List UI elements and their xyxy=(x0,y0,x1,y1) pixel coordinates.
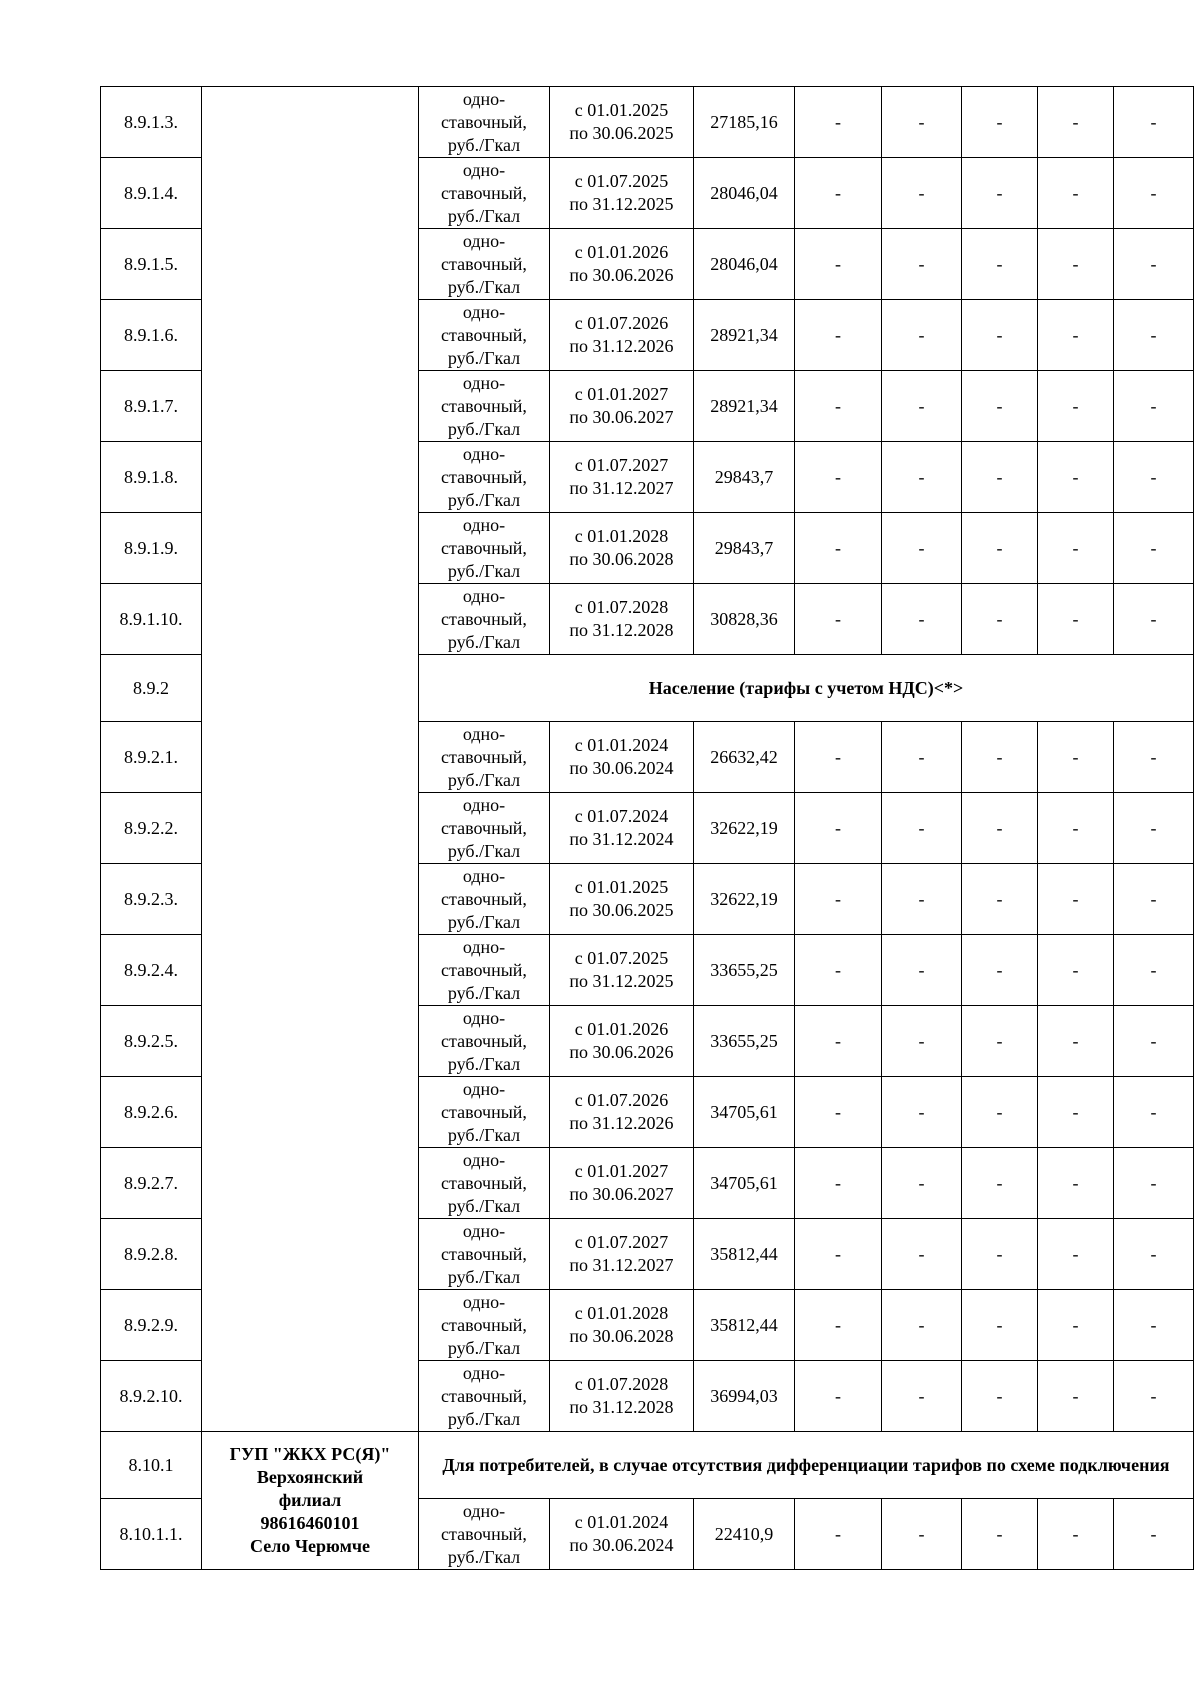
tariff-value: 34705,61 xyxy=(694,1077,795,1148)
empty-value: - xyxy=(1114,371,1194,442)
empty-value: - xyxy=(1038,442,1114,513)
empty-value: - xyxy=(795,229,882,300)
empty-value: - xyxy=(1114,722,1194,793)
rate-type: одно- ставочный, руб./Гкал xyxy=(419,1077,550,1148)
empty-value: - xyxy=(882,229,962,300)
empty-value: - xyxy=(795,1219,882,1290)
empty-value: - xyxy=(962,935,1038,1006)
empty-value: - xyxy=(1038,87,1114,158)
rate-type: одно- ставочный, руб./Гкал xyxy=(419,513,550,584)
empty-value: - xyxy=(962,1290,1038,1361)
empty-value: - xyxy=(1114,1077,1194,1148)
tariff-value: 35812,44 xyxy=(694,1219,795,1290)
row-number: 8.9.1.6. xyxy=(101,300,202,371)
row-number: 8.9.2.1. xyxy=(101,722,202,793)
rate-type: одно- ставочный, руб./Гкал xyxy=(419,442,550,513)
row-number: 8.9.1.9. xyxy=(101,513,202,584)
empty-value: - xyxy=(1114,158,1194,229)
empty-value: - xyxy=(795,864,882,935)
empty-value: - xyxy=(882,1148,962,1219)
empty-value: - xyxy=(1114,87,1194,158)
rate-type: одно- ставочный, руб./Гкал xyxy=(419,1290,550,1361)
tariff-value: 26632,42 xyxy=(694,722,795,793)
empty-value: - xyxy=(1038,935,1114,1006)
rate-type: одно- ставочный, руб./Гкал xyxy=(419,584,550,655)
empty-value: - xyxy=(1038,1219,1114,1290)
period: с 01.01.2026 по 30.06.2026 xyxy=(550,229,694,300)
empty-value: - xyxy=(962,158,1038,229)
empty-value: - xyxy=(1114,793,1194,864)
rate-type: одно- ставочный, руб./Гкал xyxy=(419,793,550,864)
row-number: 8.9.1.8. xyxy=(101,442,202,513)
empty-value: - xyxy=(795,793,882,864)
empty-value: - xyxy=(962,1148,1038,1219)
empty-value: - xyxy=(1038,864,1114,935)
empty-value: - xyxy=(1114,1499,1194,1570)
period: с 01.07.2026 по 31.12.2026 xyxy=(550,1077,694,1148)
empty-value: - xyxy=(1114,1006,1194,1077)
tariff-value: 32622,19 xyxy=(694,793,795,864)
rate-type: одно- ставочный, руб./Гкал xyxy=(419,229,550,300)
period: с 01.07.2028 по 31.12.2028 xyxy=(550,1361,694,1432)
empty-value: - xyxy=(1038,722,1114,793)
empty-value: - xyxy=(962,722,1038,793)
empty-value: - xyxy=(962,371,1038,442)
row-number: 8.10.1.1. xyxy=(101,1499,202,1570)
empty-value: - xyxy=(882,1006,962,1077)
empty-value: - xyxy=(882,300,962,371)
rate-type: одно- ставочный, руб./Гкал xyxy=(419,300,550,371)
rate-type: одно- ставочный, руб./Гкал xyxy=(419,1219,550,1290)
empty-value: - xyxy=(1114,584,1194,655)
row-number: 8.9.1.5. xyxy=(101,229,202,300)
empty-value: - xyxy=(795,935,882,1006)
empty-value: - xyxy=(962,1361,1038,1432)
tariff-value: 33655,25 xyxy=(694,935,795,1006)
empty-value: - xyxy=(882,442,962,513)
row-number: 8.9.2.5. xyxy=(101,1006,202,1077)
empty-value: - xyxy=(795,87,882,158)
empty-value: - xyxy=(795,300,882,371)
tariff-value: 28921,34 xyxy=(694,300,795,371)
empty-value: - xyxy=(1038,584,1114,655)
period: с 01.07.2025 по 31.12.2025 xyxy=(550,935,694,1006)
empty-value: - xyxy=(962,584,1038,655)
tariff-value: 35812,44 xyxy=(694,1290,795,1361)
row-number: 8.9.2.6. xyxy=(101,1077,202,1148)
section-row xyxy=(101,1432,1194,1499)
empty-value: - xyxy=(795,513,882,584)
empty-value: - xyxy=(962,864,1038,935)
period: с 01.01.2028 по 30.06.2028 xyxy=(550,1290,694,1361)
rate-type: одно- ставочный, руб./Гкал xyxy=(419,371,550,442)
tariff-value: 28921,34 xyxy=(694,371,795,442)
empty-value: - xyxy=(882,371,962,442)
empty-value: - xyxy=(962,300,1038,371)
empty-value: - xyxy=(1038,1148,1114,1219)
empty-value: - xyxy=(795,584,882,655)
empty-value: - xyxy=(1038,158,1114,229)
row-number: 8.9.2.8. xyxy=(101,1219,202,1290)
rate-type: одно- ставочный, руб./Гкал xyxy=(419,1361,550,1432)
row-number: 8.9.1.3. xyxy=(101,87,202,158)
rate-type: одно- ставочный, руб./Гкал xyxy=(419,1006,550,1077)
tariff-value: 22410,9 xyxy=(694,1499,795,1570)
empty-value: - xyxy=(882,935,962,1006)
empty-value: - xyxy=(962,1219,1038,1290)
empty-value: - xyxy=(1114,442,1194,513)
rate-type: одно- ставочный, руб./Гкал xyxy=(419,158,550,229)
empty-value: - xyxy=(1038,1290,1114,1361)
empty-value: - xyxy=(795,1499,882,1570)
empty-value: - xyxy=(795,1006,882,1077)
empty-value: - xyxy=(962,87,1038,158)
period: с 01.07.2027 по 31.12.2027 xyxy=(550,1219,694,1290)
empty-value: - xyxy=(1114,513,1194,584)
period: с 01.01.2024 по 30.06.2024 xyxy=(550,722,694,793)
period: с 01.01.2027 по 30.06.2027 xyxy=(550,371,694,442)
empty-value: - xyxy=(795,1148,882,1219)
rate-type: одно- ставочный, руб./Гкал xyxy=(419,1148,550,1219)
empty-value: - xyxy=(882,793,962,864)
row-number: 8.9.1.7. xyxy=(101,371,202,442)
tariff-value: 32622,19 xyxy=(694,864,795,935)
empty-value: - xyxy=(1038,793,1114,864)
empty-value: - xyxy=(882,87,962,158)
row-number: 8.9.2.10. xyxy=(101,1361,202,1432)
empty-value: - xyxy=(882,513,962,584)
empty-value: - xyxy=(795,1077,882,1148)
empty-value: - xyxy=(1114,229,1194,300)
empty-value: - xyxy=(962,442,1038,513)
rate-type: одно- ставочный, руб./Гкал xyxy=(419,1499,550,1570)
empty-value: - xyxy=(1114,1361,1194,1432)
period: с 01.07.2024 по 31.12.2024 xyxy=(550,793,694,864)
tariff-value: 36994,03 xyxy=(694,1361,795,1432)
empty-value: - xyxy=(1114,1148,1194,1219)
rate-type: одно- ставочный, руб./Гкал xyxy=(419,87,550,158)
empty-value: - xyxy=(795,158,882,229)
empty-value: - xyxy=(1114,864,1194,935)
row-number: 8.9.2.7. xyxy=(101,1148,202,1219)
empty-value: - xyxy=(962,1006,1038,1077)
empty-value: - xyxy=(882,1219,962,1290)
empty-value: - xyxy=(962,229,1038,300)
tariff-table xyxy=(100,86,1194,1570)
tariff-value: 29843,7 xyxy=(694,513,795,584)
empty-value: - xyxy=(1038,1499,1114,1570)
table-row xyxy=(101,87,1194,158)
empty-value: - xyxy=(1038,300,1114,371)
period: с 01.07.2028 по 31.12.2028 xyxy=(550,584,694,655)
empty-value: - xyxy=(962,1499,1038,1570)
empty-value: - xyxy=(882,722,962,793)
tariff-value: 27185,16 xyxy=(694,87,795,158)
empty-value: - xyxy=(1038,1006,1114,1077)
organization-name: ГУП "ЖКХ РС(Я)" Верхоянский филиал 98616460101 Село Черюмче xyxy=(202,1432,419,1570)
period: с 01.07.2025 по 31.12.2025 xyxy=(550,158,694,229)
period: с 01.01.2028 по 30.06.2028 xyxy=(550,513,694,584)
rate-type: одно- ставочный, руб./Гкал xyxy=(419,722,550,793)
empty-value: - xyxy=(882,584,962,655)
empty-value: - xyxy=(882,1499,962,1570)
empty-value: - xyxy=(882,158,962,229)
rate-type: одно- ставочный, руб./Гкал xyxy=(419,864,550,935)
row-number: 8.9.2.2. xyxy=(101,793,202,864)
period: с 01.07.2026 по 31.12.2026 xyxy=(550,300,694,371)
empty-value: - xyxy=(1114,300,1194,371)
empty-value: - xyxy=(962,1077,1038,1148)
row-number: 8.10.1 xyxy=(101,1432,202,1499)
tariff-value: 29843,7 xyxy=(694,442,795,513)
empty-value: - xyxy=(882,1290,962,1361)
tariff-value: 28046,04 xyxy=(694,158,795,229)
section-title: Для потребителей, в случае отсутствия дифференциации тарифов по схеме подключения xyxy=(419,1432,1194,1499)
empty-value: - xyxy=(795,1361,882,1432)
period: с 01.07.2027 по 31.12.2027 xyxy=(550,442,694,513)
empty-value: - xyxy=(795,442,882,513)
tariff-value: 30828,36 xyxy=(694,584,795,655)
tariff-value: 33655,25 xyxy=(694,1006,795,1077)
empty-value: - xyxy=(1114,935,1194,1006)
row-number: 8.9.2.3. xyxy=(101,864,202,935)
empty-value: - xyxy=(795,1290,882,1361)
period: с 01.01.2025 по 30.06.2025 xyxy=(550,864,694,935)
empty-value: - xyxy=(1038,1077,1114,1148)
empty-value: - xyxy=(1038,229,1114,300)
period: с 01.01.2025 по 30.06.2025 xyxy=(550,87,694,158)
row-number: 8.9.2.4. xyxy=(101,935,202,1006)
empty-value: - xyxy=(1038,371,1114,442)
empty-value: - xyxy=(1114,1290,1194,1361)
empty-value: - xyxy=(1038,513,1114,584)
organization-cell-empty xyxy=(202,87,419,1432)
empty-value: - xyxy=(1038,1361,1114,1432)
row-number: 8.9.1.4. xyxy=(101,158,202,229)
period: с 01.01.2024 по 30.06.2024 xyxy=(550,1499,694,1570)
empty-value: - xyxy=(1114,1219,1194,1290)
row-number: 8.9.2 xyxy=(101,655,202,722)
empty-value: - xyxy=(882,864,962,935)
row-number: 8.9.2.9. xyxy=(101,1290,202,1361)
period: с 01.01.2027 по 30.06.2027 xyxy=(550,1148,694,1219)
empty-value: - xyxy=(962,513,1038,584)
empty-value: - xyxy=(795,371,882,442)
empty-value: - xyxy=(882,1361,962,1432)
period: с 01.01.2026 по 30.06.2026 xyxy=(550,1006,694,1077)
tariff-value: 34705,61 xyxy=(694,1148,795,1219)
empty-value: - xyxy=(795,722,882,793)
empty-value: - xyxy=(882,1077,962,1148)
empty-value: - xyxy=(962,793,1038,864)
section-title: Население (тарифы с учетом НДС)<*> xyxy=(419,655,1194,722)
tariff-value: 28046,04 xyxy=(694,229,795,300)
rate-type: одно- ставочный, руб./Гкал xyxy=(419,935,550,1006)
row-number: 8.9.1.10. xyxy=(101,584,202,655)
